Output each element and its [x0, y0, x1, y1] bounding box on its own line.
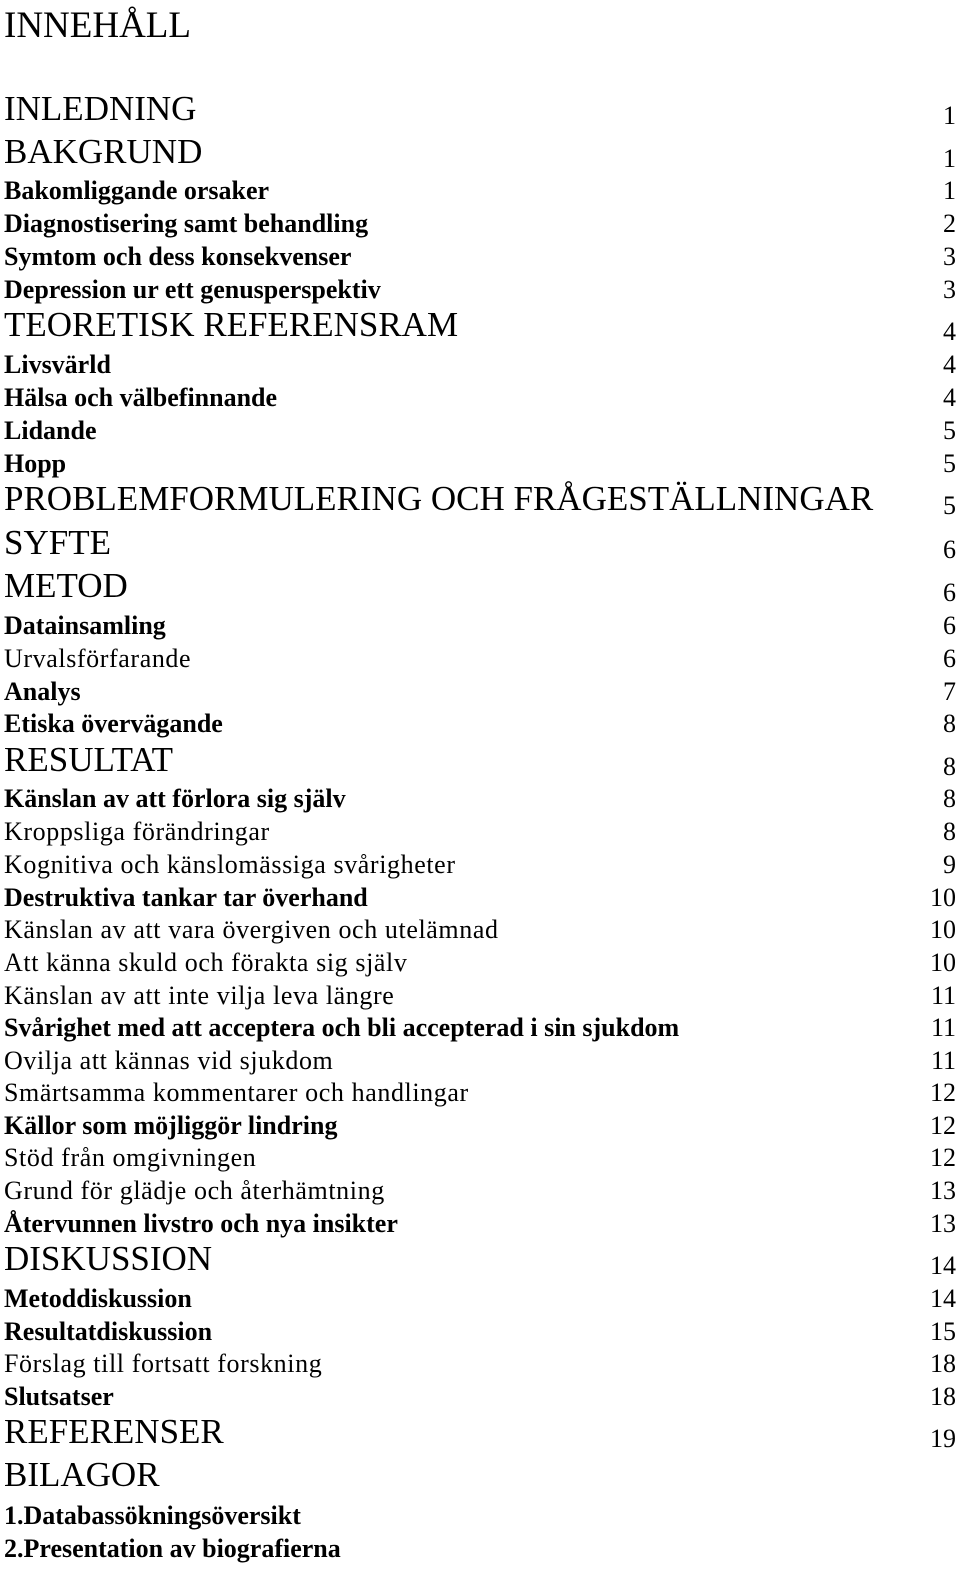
toc-entry-page-number: 5	[943, 449, 956, 478]
toc-entry-label: TEORETISK REFERENSRAM	[4, 305, 459, 344]
toc-entry-page-number: 19	[930, 1424, 956, 1453]
toc-entry-label: INLEDNING	[4, 89, 197, 128]
toc-entry-page-number: 9	[943, 850, 956, 879]
toc-entry-label: Analys	[4, 677, 81, 706]
toc-entry-label: DISKUSSION	[4, 1239, 213, 1278]
toc-entry-label: REFERENSER	[4, 1412, 224, 1451]
toc-entry-label: Datainsamling	[4, 611, 166, 640]
toc-entry-page-number: 12	[930, 1111, 956, 1140]
toc-entry-page-number: 10	[930, 915, 956, 944]
toc-entry-label: Depression ur ett genusperspektiv	[4, 275, 381, 304]
toc-entry-label: Slutsatser	[4, 1382, 114, 1411]
toc-entry[interactable]	[0, 701, 960, 741]
toc-entry[interactable]	[0, 1374, 960, 1414]
toc-entry-page-number: 10	[930, 883, 956, 912]
toc-entry[interactable]	[0, 267, 960, 307]
toc-entry-label: PROBLEMFORMULERING OCH FRÅGESTÄLLNINGAR	[4, 479, 874, 518]
toc-entry-label: Känslan av att förlora sig själv	[4, 784, 346, 813]
toc-entry-page-number: 8	[943, 752, 956, 781]
toc-entry-page-number: 1	[943, 101, 956, 130]
toc-entry-page-number: 11	[930, 1013, 956, 1042]
toc-entry-label: Diagnostisering samt behandling	[4, 209, 369, 238]
toc-entry-page-number: 3	[943, 242, 956, 271]
toc-entry-page-number: 11	[930, 981, 956, 1010]
toc-entry-label: Livsvärld	[4, 350, 111, 379]
toc-entry-page-number: 8	[943, 817, 956, 846]
toc-entry-label: Bakomliggande orsaker	[4, 176, 270, 205]
toc-entry-page-number: 6	[943, 611, 956, 640]
toc-entry-page-number: 6	[943, 535, 956, 564]
toc-entry-page-number: 1	[943, 176, 956, 205]
toc-entry-label: Återvunnen livstro och nya insikter	[4, 1209, 398, 1238]
toc-entry[interactable]	[0, 1457, 960, 1497]
toc-entry-page-number: 18	[930, 1349, 956, 1378]
toc-entry-page-number: 3	[943, 275, 956, 304]
toc-entry-label: 2.Presentation av biografierna	[4, 1534, 341, 1563]
toc-entry-label: Metoddiskussion	[4, 1284, 192, 1313]
toc-entry-label: Källor som möjliggör lindring	[4, 1111, 338, 1140]
toc-entry-label: 1.Databassökningsöversikt	[4, 1501, 301, 1530]
toc-entry-label: Svårighet med att acceptera och bli accepterad i sin sjukdom	[4, 1013, 680, 1042]
toc-entry[interactable]	[0, 1526, 960, 1566]
toc-entry-page-number: 5	[943, 491, 956, 520]
toc-entry-page-number: 4	[943, 317, 956, 346]
toc-entry-label: Kognitiva och känslomässiga svårigheter	[4, 850, 456, 879]
toc-entry-page-number: 8	[943, 784, 956, 813]
toc-entry-label: Resultatdiskussion	[4, 1317, 213, 1346]
toc-entry-label: Grund för glädje och återhämtning	[4, 1176, 385, 1205]
toc-entry-label: Symtom och dess konsekvenser	[4, 242, 352, 271]
toc-entry-page-number: 12	[930, 1143, 956, 1172]
toc-entry-label: Kroppsliga förändringar	[4, 817, 270, 846]
toc-entry-page-number: 15	[930, 1317, 956, 1346]
toc-entry-page-number: 6	[943, 644, 956, 673]
toc-entry-label: Ovilja att kännas vid sjukdom	[4, 1046, 334, 1075]
toc-entry-label: Känslan av att inte vilja leva längre	[4, 981, 395, 1010]
toc-entry-page-number: 13	[930, 1176, 956, 1205]
toc-entry-label: Hälsa och välbefinnande	[4, 383, 278, 412]
toc-entry-label: Känslan av att vara övergiven och utelämnad	[4, 915, 499, 944]
toc-entry-label: Etiska övervägande	[4, 709, 223, 738]
toc-entry-label: Att känna skuld och förakta sig själv	[4, 948, 408, 977]
toc-entry-page-number: 2	[943, 209, 956, 238]
toc-entry-page-number: 6	[943, 578, 956, 607]
toc-entry-label: Stöd från omgivningen	[4, 1143, 257, 1172]
toc-entry-page-number: 5	[943, 416, 956, 445]
toc-entry[interactable]	[0, 481, 960, 521]
toc-entry-page-number: 18	[930, 1382, 956, 1411]
toc-entry[interactable]	[0, 441, 960, 481]
toc-entry[interactable]	[0, 525, 960, 565]
toc-entry-label: SYFTE	[4, 523, 111, 562]
toc-entry-label: METOD	[4, 566, 128, 605]
toc-entry-label: RESULTAT	[4, 740, 173, 779]
toc-entry[interactable]	[0, 568, 960, 608]
toc-entry-page-number: 7	[943, 677, 956, 706]
toc-entry[interactable]	[0, 91, 960, 131]
toc-entry-page-number: 4	[943, 383, 956, 412]
toc-entry[interactable]	[0, 1241, 960, 1281]
toc-entry-label: Hopp	[4, 449, 67, 478]
toc-entry-label: BILAGOR	[4, 1455, 160, 1494]
toc-entry[interactable]	[0, 1201, 960, 1241]
toc-entry-label: BAKGRUND	[4, 132, 203, 171]
toc-entry-page-number: 11	[930, 1046, 956, 1075]
toc-entry-page-number: 10	[930, 948, 956, 977]
toc-entry-label: Urvalsförfarande	[4, 644, 192, 673]
page-title: INNEHÅLL	[4, 5, 192, 46]
toc-entry[interactable]	[0, 307, 960, 347]
toc-entry-page-number: 8	[943, 709, 956, 738]
toc-entry-label: Lidande	[4, 416, 97, 445]
toc-entry-page-number: 1	[943, 144, 956, 173]
toc-entry[interactable]	[0, 1414, 960, 1454]
toc-entry-page-number: 14	[930, 1284, 956, 1313]
toc-entry-page-number: 13	[930, 1209, 956, 1238]
toc-entry-label: Smärtsamma kommentarer och handlingar	[4, 1078, 469, 1107]
toc-entry-label: Destruktiva tankar tar överhand	[4, 883, 368, 912]
toc-entry-page-number: 14	[930, 1251, 956, 1280]
toc-entry-page-number: 12	[930, 1078, 956, 1107]
toc-entry-page-number: 4	[943, 350, 956, 379]
toc-entry-label: Förslag till fortsatt forskning	[4, 1349, 323, 1378]
